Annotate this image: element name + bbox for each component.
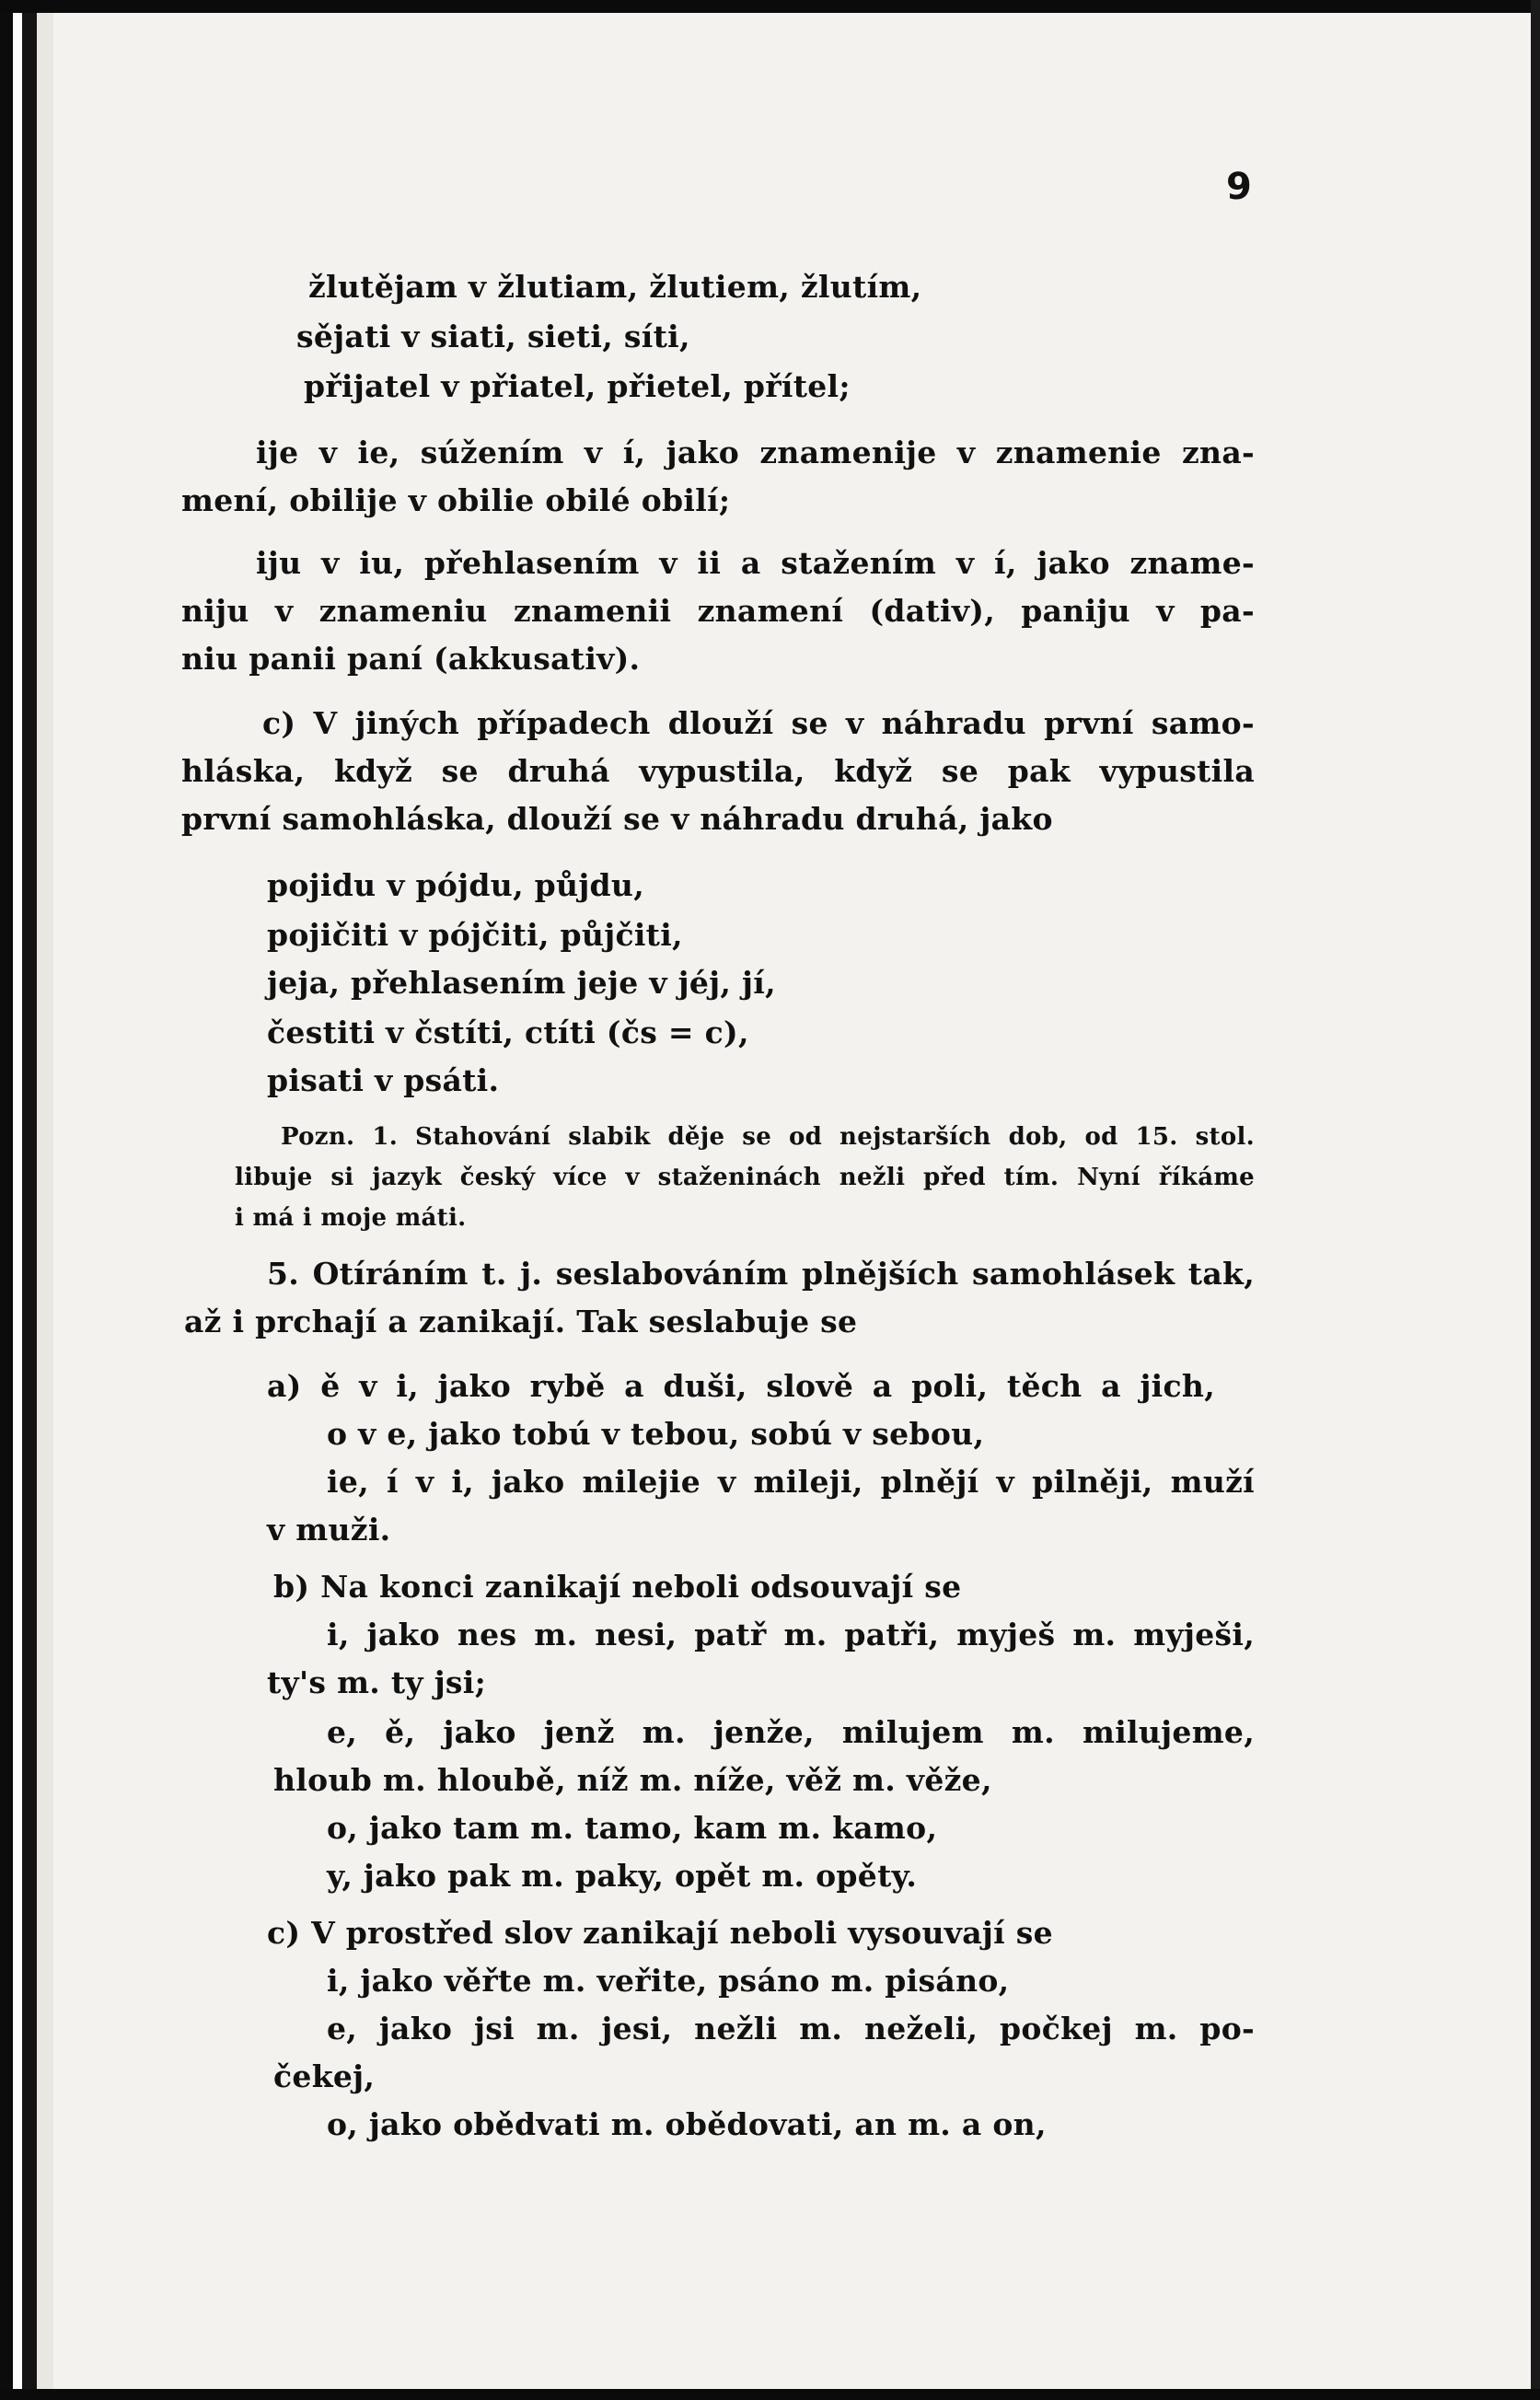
text-line: o v e, jako tobú v tebou, sobú v sebou, xyxy=(327,1416,985,1452)
text-line: ie, í v i, jako milejie v mileji, plnějí v pilněji, muží xyxy=(327,1464,1255,1500)
text-line: e, jako jsi m. jesi, nežli m. neželi, počkej m. po- xyxy=(327,2011,1255,2046)
note-line: libuje si jazyk český více v staženinách nežli před tím. Nyní říkáme xyxy=(235,1164,1255,1191)
text-line: hloub m. hloubě, níž m. níže, věž m. věže, xyxy=(273,1762,992,1798)
scan-edge-top xyxy=(0,0,1540,13)
text-line: 5. Otíráním t. j. seslabováním plnějších samohlásek tak, xyxy=(267,1256,1255,1292)
text-line: i, jako nes m. nesi, patř m. patři, myješ m. myješi, xyxy=(327,1617,1255,1652)
text-line: hláska, když se druhá vypustila, když se pak vypustila xyxy=(181,753,1255,789)
text-line: b) Na konci zanikají neboli odsouvají se xyxy=(273,1569,962,1605)
scan-edge-left xyxy=(0,0,53,2400)
text-line: o, jako tam m. tamo, kam m. kamo, xyxy=(327,1810,938,1846)
text-line: jeja, přehlasením jeje v jéj, jí, xyxy=(267,965,776,1001)
text-line: e, ě, jako jenž m. jenže, milujem m. milujeme, xyxy=(327,1714,1255,1750)
text-line: y, jako pak m. paky, opět m. opěty. xyxy=(327,1858,918,1894)
scan-edge-right xyxy=(1531,0,1540,2400)
page-number: 9 xyxy=(1226,166,1252,208)
text-line: o, jako obědvati m. obědovati, an m. a on, xyxy=(327,2106,1047,2142)
text-line: iju v iu, přehlasením v ii a stažením v í, jako zname- xyxy=(256,545,1255,581)
text-line: v muži. xyxy=(267,1512,391,1548)
text-line: žlutějam v žlutiam, žlutiem, žlutím, xyxy=(308,269,922,305)
text-line: mení, obilije v obilie obilé obilí; xyxy=(181,482,731,518)
text-line: c) V jiných případech dlouží se v náhradu první samo- xyxy=(262,705,1255,741)
text-line: až i prchají a zanikají. Tak seslabuje se xyxy=(184,1304,858,1339)
note-line: i má i moje máti. xyxy=(235,1204,467,1232)
text-line: ty's m. ty jsi; xyxy=(267,1664,487,1700)
text-line: čekej, xyxy=(273,2058,376,2094)
text-line: sějati v siati, sieti, síti, xyxy=(296,319,690,354)
text-line: čestiti v čstíti, ctíti (čs = c), xyxy=(267,1014,749,1050)
note-line: Pozn. 1. Stahování slabik děje se od nejstarších dob, od 15. stol. xyxy=(281,1123,1255,1151)
scan-edge-bottom xyxy=(0,2389,1540,2400)
text-line: a) ě v i, jako rybě a duši, slově a poli, těch a jich, xyxy=(267,1368,1215,1404)
text-line: první samohláska, dlouží se v náhradu druhá, jako xyxy=(181,801,1053,837)
text-line: pojičiti v pójčiti, půjčiti, xyxy=(267,917,683,953)
text-line: niju v znameniu znamenii znamení (dativ), paniju v pa- xyxy=(181,593,1255,629)
text-line: pisati v psáti. xyxy=(267,1062,500,1098)
text-line: i, jako věřte m. veřite, psáno m. pisáno, xyxy=(327,1963,1010,1999)
text-line: pojidu v pójdu, půjdu, xyxy=(267,867,645,903)
text-line: niu panii paní (akkusativ). xyxy=(181,641,641,677)
text-line: přijatel v přiatel, přietel, přítel; xyxy=(304,368,851,404)
text-line: ije v ie, súžením v í, jako znamenije v znamenie zna- xyxy=(256,435,1255,470)
text-line: c) V prostřed slov zanikají neboli vysouvají se xyxy=(267,1915,1053,1951)
